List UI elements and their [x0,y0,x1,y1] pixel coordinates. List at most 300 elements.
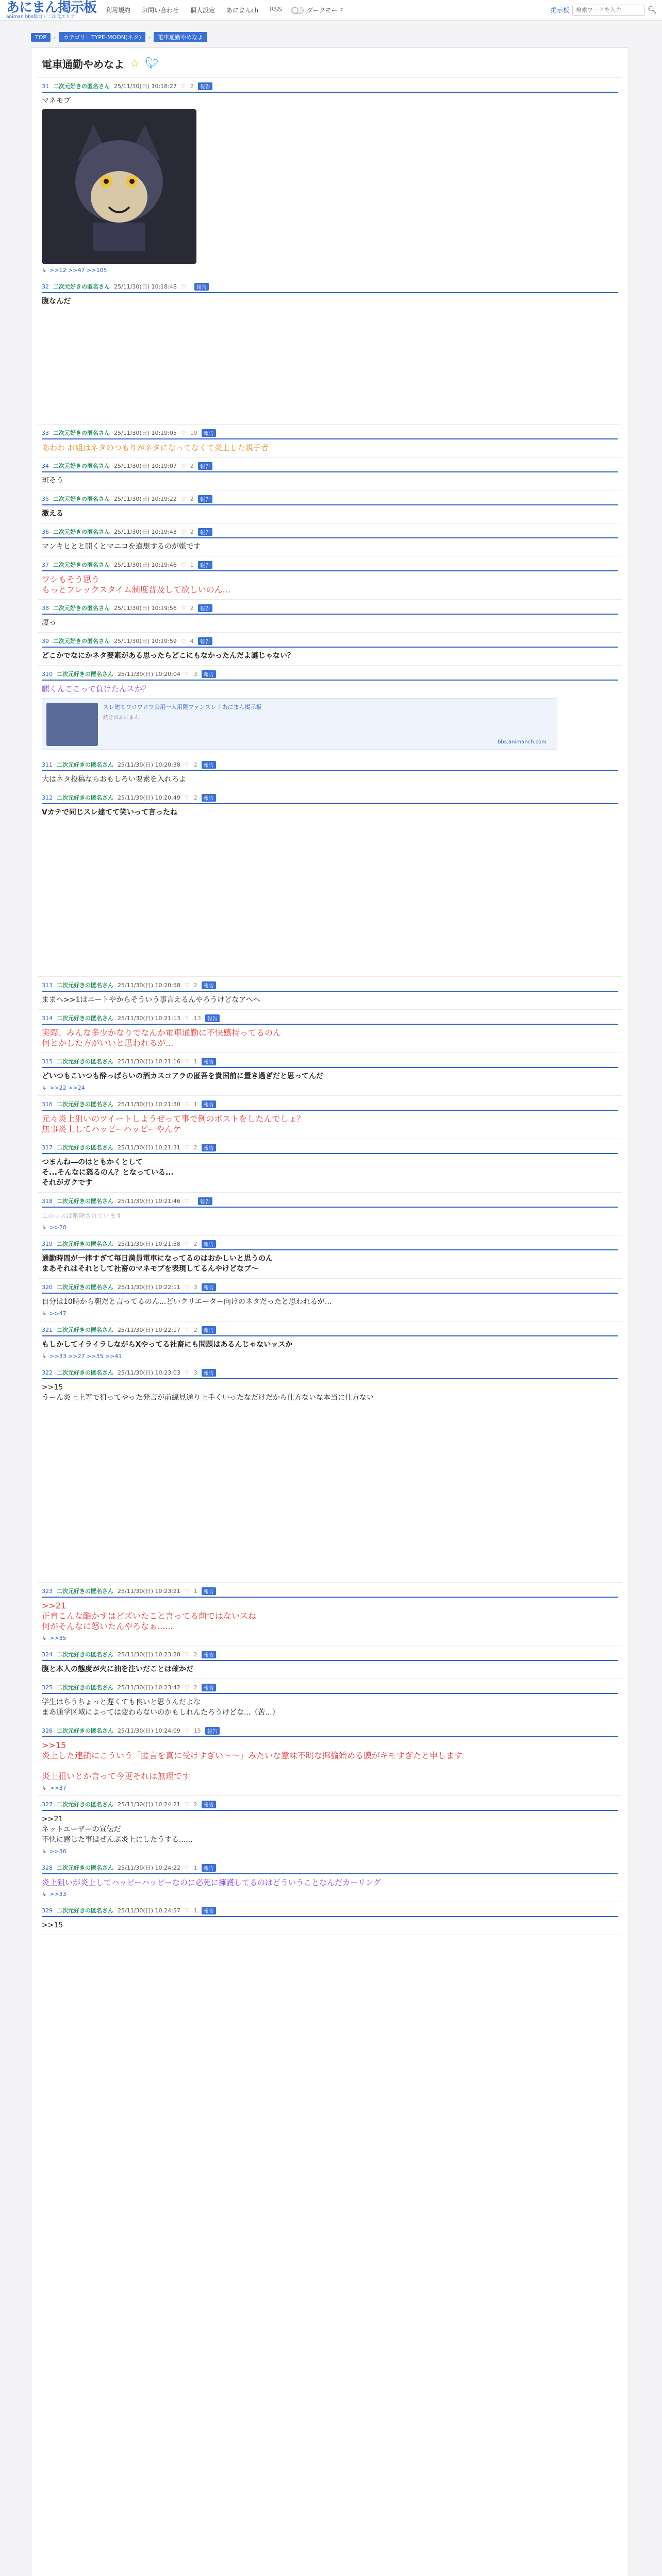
breadcrumb-separator: › [148,33,151,41]
reply-anchor[interactable]: >>47 [49,1310,67,1317]
search-input[interactable] [572,5,644,16]
reply-anchor[interactable]: >>35 [49,1635,67,1641]
report-button[interactable]: 報告 [198,637,212,645]
poster-name: 二次元好きの匿名さん [53,283,110,290]
post-number[interactable]: 35 [42,495,49,502]
report-button[interactable]: 報告 [202,1144,216,1151]
reply-icon: ↳ [42,1635,47,1641]
report-button[interactable]: 報告 [198,604,212,612]
post-date: 25/11/30(日) 10:21:13 [118,1015,180,1022]
post-body: 激える [42,510,63,518]
like-count: 2 [190,82,194,90]
poster-name: 二次元好きの匿名さん [57,1651,113,1658]
post-body: >>15 [42,1921,63,1929]
reply-links [42,1848,618,1855]
post-body: もしかしてイライラしながらXやってる社畜にも問題はあるんじゃないッスか [42,1341,293,1349]
link-card-thumbnail [46,703,98,746]
post-image[interactable] [42,109,196,264]
post-header [42,1143,618,1154]
report-button[interactable]: 報告 [205,1014,220,1022]
like-count: 2 [193,761,197,768]
reply-anchor[interactable]: >>33 >>27 >>35 >>41 [49,1353,122,1360]
post-number[interactable]: 38 [42,604,49,612]
dark-mode-toggle[interactable] [291,6,344,14]
reply-icon: ↳ [42,1891,47,1897]
breadcrumb-top[interactable]: TOP [31,33,51,42]
reply-icon: ↳ [42,1224,47,1231]
post-number[interactable]: 324 [42,1651,53,1658]
post-number[interactable]: 34 [42,462,49,469]
search-icon[interactable]: 🔍︎ [648,6,657,14]
post-header [42,1057,618,1068]
post-body: マンキヒとと開くとマニコを違想するのが嫌です [42,543,201,551]
poster-name: 二次元好きの匿名さん [53,83,110,90]
post-date: 25/11/30(日) 10:19:46 [114,562,177,568]
heart-icon[interactable]: ♡ [184,761,190,768]
poster-name: 二次元好きの匿名さん [57,1241,113,1247]
like-count: 3 [193,1369,197,1376]
post-body: 学生はちうちょっと遅くても良いと思うんだよな まあ通学区域によっては変わらないのかもしれんたろうけどな...（苦...） [42,1698,279,1717]
post [38,1139,622,1193]
breadcrumb-separator: › [54,33,56,41]
heart-icon[interactable]: ♡ [180,528,186,535]
poster-name: 二次元好きの匿名さん [57,1907,113,1914]
post-header [42,1283,618,1294]
poster-name: 二次元好きの匿名さん [57,1727,113,1734]
toggle-switch[interactable] [291,7,304,14]
twitter-share-icon[interactable]: 🐦︎ [144,57,159,70]
heart-icon[interactable]: ♡ [184,1058,190,1065]
heart-icon[interactable]: ♡ [180,561,186,568]
post-date: 25/11/30(日) 10:20:04 [118,671,180,677]
post-number[interactable]: 31 [42,82,49,90]
heart-icon[interactable]: ♡ [180,429,186,436]
post-date: 25/11/30(日) 10:21:30 [118,1101,180,1108]
post-body: >>15 炎上した連鎖にこういう「匿言を真に受けすぎい～～」みたいな意味不明な揶揄始める膜がキモすぎたと申します 炎上狙いとか言って今更それは無理です [42,1740,463,1781]
reply-anchor[interactable]: >>37 [49,1785,67,1791]
nav-terms[interactable]: 利用規約 [106,7,131,14]
post [38,523,622,556]
post [38,600,622,633]
post-header [42,1100,618,1111]
report-button[interactable]: 報告 [202,981,216,989]
post-header [42,760,618,771]
post-header [42,82,618,93]
heart-icon[interactable]: ♡ [184,1651,190,1658]
post-body: どこかでなにかネタ要素がある思ったらどこにもなかったんだよ謎じゃない？ [42,652,294,660]
post-body: 元々炎上狙いのツイートしようぜって事で例のポストをしたんでしょ？ 無事炎上してハッピーハッピーやんケ [42,1114,305,1134]
post-header [42,1650,618,1661]
like-count: 3 [193,670,197,677]
post-body: 凄っ [42,619,56,627]
reply-icon: ↳ [42,1848,47,1855]
post-header [42,637,618,648]
report-button[interactable]: 報告 [202,1684,216,1691]
report-button[interactable]: 報告 [202,1651,216,1658]
post [38,1902,622,1935]
site-header [0,0,662,21]
like-count: 2 [190,495,194,502]
post-date: 25/11/30(日) 10:23:21 [118,1588,180,1595]
post-body: このレスは削除されています [42,1212,122,1219]
post-date: 25/11/30(日) 10:24:09 [118,1727,180,1734]
post-date: 25/11/30(日) 10:19:59 [114,638,177,645]
favorite-star-icon[interactable]: ☆ [129,57,140,70]
logo-subtitle: animan bbs総合・二次元エリア [6,14,75,20]
heart-icon[interactable]: ♡ [180,637,186,645]
post-number[interactable]: 326 [42,1727,53,1734]
poster-name: 二次元好きの匿名さん [53,463,110,469]
heart-icon[interactable]: ♡ [184,981,190,989]
report-button[interactable]: 報告 [202,1058,216,1065]
post [38,78,622,278]
post-header [42,1197,618,1208]
reply-links [42,1310,618,1317]
post-list [38,78,622,1935]
like-count: 2 [190,462,194,469]
reply-anchor[interactable]: >>22 >>24 [49,1084,85,1091]
like-count: 13 [193,1014,201,1022]
post [38,1235,622,1279]
report-button[interactable]: 報告 [198,561,212,569]
post-number[interactable]: 310 [42,670,53,677]
thread-container [31,47,629,2576]
post-header [42,981,618,992]
breadcrumb-thread[interactable]: 電車通勤やめなよ [154,32,207,42]
poster-name: 二次元好きの匿名さん [57,1588,113,1595]
like-count: 10 [190,429,197,436]
post-date: 25/11/30(日) 10:19:22 [114,496,177,502]
poster-name: 二次元好きの匿名さん [53,529,110,535]
post [38,1796,622,1859]
post [38,1646,622,1679]
report-button[interactable]: 報告 [202,1801,216,1808]
post-spacer [42,818,618,972]
heart-icon[interactable]: ♡ [184,1144,190,1151]
poster-name: 二次元好きの匿名さん [57,1684,113,1691]
post-number[interactable]: 328 [42,1864,53,1871]
post-date: 25/11/30(日) 10:18:48 [114,283,177,290]
link-card-description: 続きはあにまん [103,715,139,721]
reply-icon: ↳ [42,1084,47,1091]
heart-icon[interactable]: ♡ [184,1587,190,1595]
logo-text: あにまん掲示板 [6,0,97,15]
post-number[interactable]: 325 [42,1684,53,1691]
like-count: 2 [193,1240,197,1247]
post-date: 25/11/30(日) 10:23:28 [118,1651,180,1658]
post-date: 25/11/30(日) 10:23:03 [118,1369,180,1376]
like-count: 2 [193,1801,197,1808]
reply-anchor[interactable]: >>20 [49,1224,67,1231]
report-button[interactable]: 報告 [198,495,212,503]
dark-mode-label: ダークモード [306,7,344,14]
post-date: 25/11/30(日) 10:19:05 [114,430,177,436]
post-number[interactable]: 321 [42,1326,53,1333]
post-header [42,1906,618,1917]
like-count: 4 [190,637,194,645]
breadcrumb-category[interactable]: カテゴリ：TYPE-MOON(ネタ) [59,32,145,42]
heart-icon[interactable]: ♡ [180,604,186,612]
post-number[interactable]: 319 [42,1240,53,1247]
like-count: 1 [193,1058,197,1065]
report-button[interactable]: 報告 [202,670,216,678]
post-date: 25/11/30(日) 10:24:22 [118,1865,180,1871]
reply-icon: ↳ [42,1785,47,1791]
reply-links [42,1224,618,1231]
reply-links [42,1084,618,1091]
post-date: 25/11/30(日) 10:18:27 [114,83,177,90]
post-body: 自分は10時から朝だと言ってるのん...どいクリエーター向けのネタだったと思われるが... [42,1298,332,1306]
post-date: 25/11/30(日) 10:23:42 [118,1684,180,1691]
post-body: どいつもこいつも酔っぱらいの酒カスコアラの匿吾を貴国前に置き過ぎだと思ってんだ [42,1072,323,1080]
poster-name: 二次元好きの匿名さん [53,430,110,436]
report-button[interactable]: 報告 [202,1587,216,1595]
like-count: 2 [193,1326,197,1333]
heart-icon[interactable]: ♡ [184,1240,190,1247]
poster-name: 二次元好きの匿名さん [53,605,110,612]
post-header [42,282,618,293]
post [38,1279,622,1321]
post-number[interactable]: 327 [42,1801,53,1808]
post-number[interactable]: 320 [42,1283,53,1291]
report-button[interactable]: 報告 [198,462,212,470]
post-header [42,528,618,538]
heart-icon[interactable]: ♡ [184,1369,190,1376]
heart-icon[interactable]: ♡ [184,1283,190,1291]
post-header [42,1587,618,1598]
poster-name: 二次元好きの匿名さん [53,638,110,645]
post [38,457,622,490]
post-header [42,1863,618,1874]
post-number[interactable]: 314 [42,1014,53,1022]
post-date: 25/11/30(日) 10:21:58 [118,1241,180,1247]
like-count: 1 [193,1864,197,1871]
like-count: 1 [190,561,194,568]
report-button[interactable]: 報告 [202,1864,216,1872]
post [38,1679,622,1722]
post [38,278,622,425]
post-date: 25/11/30(日) 10:24:21 [118,1801,180,1808]
post-body: >>21 ネットユーザーの宣伝だ 不快に感じた事はぜんぶ炎上にしたうする...... [42,1815,193,1844]
post-number[interactable]: 37 [42,561,49,568]
post-number[interactable]: 313 [42,981,53,989]
post [38,666,622,756]
post-date: 25/11/30(日) 10:20:38 [118,761,180,768]
poster-name: 二次元好きの匿名さん [53,496,110,502]
post [38,1722,622,1796]
post [38,490,622,523]
post-number[interactable]: 316 [42,1100,53,1108]
post-number[interactable]: 318 [42,1197,53,1205]
like-count: 2 [190,528,194,535]
report-button[interactable]: 報告 [205,1727,220,1735]
post-number[interactable]: 322 [42,1369,53,1376]
report-button[interactable]: 報告 [202,1283,216,1291]
heart-icon[interactable]: ♡ [184,1100,190,1108]
heart-icon[interactable]: ♡ [184,1014,190,1022]
heart-icon[interactable]: ♡ [184,670,190,677]
report-button[interactable]: 報告 [202,794,216,802]
poster-name: 二次元好きの匿名さん [57,1144,113,1151]
post-header [42,604,618,615]
post [38,1193,622,1235]
post-number[interactable]: 323 [42,1587,53,1595]
report-button[interactable]: 報告 [202,761,216,769]
like-count: 2 [193,1144,197,1151]
heart-icon[interactable]: ♡ [184,1801,190,1808]
post-header [42,1014,618,1025]
poster-name: 二次元好きの匿名さん [57,761,113,768]
post-header [42,462,618,472]
post-date: 25/11/30(日) 10:19:07 [114,463,177,469]
report-button[interactable]: 報告 [202,1100,216,1108]
post-body: Vカテで同じスレ建てて笑いって言ったね [42,808,177,817]
like-count: 2 [193,1651,197,1658]
poster-name: 二次元好きの匿名さん [57,1327,113,1333]
poster-name: 二次元好きの匿名さん [57,1284,113,1291]
post [38,1859,622,1902]
report-button[interactable]: 報告 [198,82,212,90]
report-button[interactable]: 報告 [194,283,209,291]
page-title: 電車通勤やめなよ [42,58,124,71]
header-nav [106,6,282,14]
link-card-site: bbs.animanch.com [498,739,547,745]
heart-icon[interactable]: ♡ [184,1864,190,1871]
link-card-text [103,703,547,745]
post [38,1096,622,1139]
thread-title-row [38,53,622,78]
heart-icon[interactable]: ♡ [184,1684,190,1691]
heart-icon[interactable]: ♡ [180,82,186,90]
post-header [42,1240,618,1250]
reply-links [42,1891,618,1897]
link-card[interactable] [42,698,557,750]
reply-anchor[interactable]: >>36 [49,1848,67,1855]
report-button[interactable]: 報告 [198,1197,212,1205]
report-button[interactable]: 報告 [202,1369,216,1377]
post-header [42,1800,618,1811]
post [38,977,622,1010]
like-count: 2 [193,981,197,989]
post-number[interactable]: 32 [42,283,49,290]
post-date: 25/11/30(日) 10:21:46 [118,1198,180,1205]
report-button[interactable]: 報告 [202,1326,216,1334]
post-header [42,793,618,804]
post [38,756,622,789]
nav-rss[interactable]: RSS [270,6,282,13]
post-date: 25/11/30(日) 10:21:16 [118,1058,180,1065]
link-card-title[interactable]: スレ建てワロワロワ公用一人用限ファンスレ｜あにまん掲示板 [103,704,262,710]
heart-icon[interactable]: ♡ [184,1907,190,1914]
nav-contact[interactable]: お問い合わせ [142,7,179,14]
post-body: マネモブ [42,97,71,105]
post-number[interactable]: 315 [42,1058,53,1065]
heart-icon[interactable]: ♡ [180,495,186,502]
post-date: 25/11/30(日) 10:19:43 [114,529,177,535]
poster-name: 二次元好きの匿名さん [57,794,113,801]
poster-name: 二次元好きの匿名さん [57,982,113,989]
heart-icon[interactable]: ♡ [184,1326,190,1333]
like-count: 1 [193,1587,197,1595]
post-header [42,1683,618,1694]
post-date: 25/11/30(日) 10:22:17 [118,1327,180,1333]
like-count: 2 [193,1684,197,1691]
nav-animanch[interactable]: あにまんch [226,7,259,14]
post-body: 斑そう [42,477,63,485]
poster-name: 二次元好きの匿名さん [57,1015,113,1022]
post-number[interactable]: 36 [42,528,49,535]
post [38,633,622,666]
poster-name: 二次元好きの匿名さん [57,1369,113,1376]
poster-name: 二次元好きの匿名さん [57,1198,113,1205]
post-number[interactable]: 39 [42,637,49,645]
reply-anchor[interactable]: >>12 >>47 >>105 [49,267,107,274]
post-header [42,1726,618,1737]
post [38,1364,622,1583]
post [38,425,622,457]
reply-links [42,1785,618,1791]
report-button[interactable]: 報告 [202,429,216,437]
post-date: 25/11/30(日) 10:19:56 [114,605,177,612]
heart-icon[interactable]: ♡ [180,283,186,290]
post-header [42,1326,618,1336]
reply-anchor[interactable]: >>33 [49,1891,67,1897]
post-date: 25/11/30(日) 10:21:31 [118,1144,180,1151]
post-body: 炎上狙いが炎上してハッピーハッピーなのに必死に擁護してるのはどういうことなんだカーリング [42,1878,381,1887]
poster-name: 二次元好きの匿名さん [57,1865,113,1871]
post-body: あわわ お姐はネタのつもりがネタになってなくて炎上した親子者 [42,443,269,452]
post-number[interactable]: 312 [42,794,53,801]
post-body: 腹なんだ [42,297,71,306]
post [38,1010,622,1053]
post-body: ままヘ>>1はニートやからそういう事言えるんやろうけどなアヘヘ [42,996,260,1004]
nav-settings[interactable]: 個人設定 [190,7,216,14]
post-body: 麒くんここって負けたんスか？ [42,684,150,693]
post-body: ワシもそう思う もっとフレックスタイム制度普及して欲しいのん... [42,574,230,595]
search-scope-select[interactable]: 掲示板 [550,7,569,14]
like-count: 1 [193,1907,197,1914]
heart-icon[interactable]: ♡ [184,1727,190,1734]
heart-icon[interactable]: ♡ [180,462,186,469]
post-number[interactable]: 311 [42,761,53,768]
post [38,789,622,977]
post-spacer [42,1403,618,1578]
post-number[interactable]: 33 [42,429,49,436]
like-count: 2 [193,794,197,801]
post-body: >>15 うーん炎上上等で狙ってやった発言が前線見通り上手くいったなだけだから仕方ないな本当に仕方ない [42,1383,374,1402]
site-logo[interactable] [6,1,96,20]
post-number[interactable]: 329 [42,1907,53,1914]
report-button[interactable]: 報告 [202,1240,216,1248]
heart-icon[interactable]: ♡ [184,1197,190,1205]
post-number[interactable]: 317 [42,1144,53,1151]
post-body: つまんね―のはともかくとして そ...そんなに怒るのん？となっている... それがガクです [42,1158,174,1187]
heart-icon[interactable]: ♡ [184,794,190,801]
post-date: 25/11/30(日) 10:20:58 [118,982,180,989]
post-date: 25/11/30(日) 10:20:49 [118,794,180,801]
report-button[interactable]: 報告 [198,528,212,536]
post-body: 実際、みんな多少かなりでなんか電車通勤に不快感持ってるのん 何とかした方がいいと思われるが... [42,1028,282,1048]
post-header [42,670,618,681]
poster-name: 二次元好きの匿名さん [57,1101,113,1108]
post-header [42,561,618,571]
report-button[interactable]: 報告 [202,1907,216,1914]
reply-icon: ↳ [42,1353,47,1360]
post [38,1321,622,1364]
reply-links [42,1353,618,1360]
post-header [42,429,618,439]
post-body: 通勤時間が一律すぎて毎日満員電車になってるのはおかしいと思うのん まあそれはそれとして社畜のマネモブを表現してるんやけどなブ～ [42,1255,273,1273]
